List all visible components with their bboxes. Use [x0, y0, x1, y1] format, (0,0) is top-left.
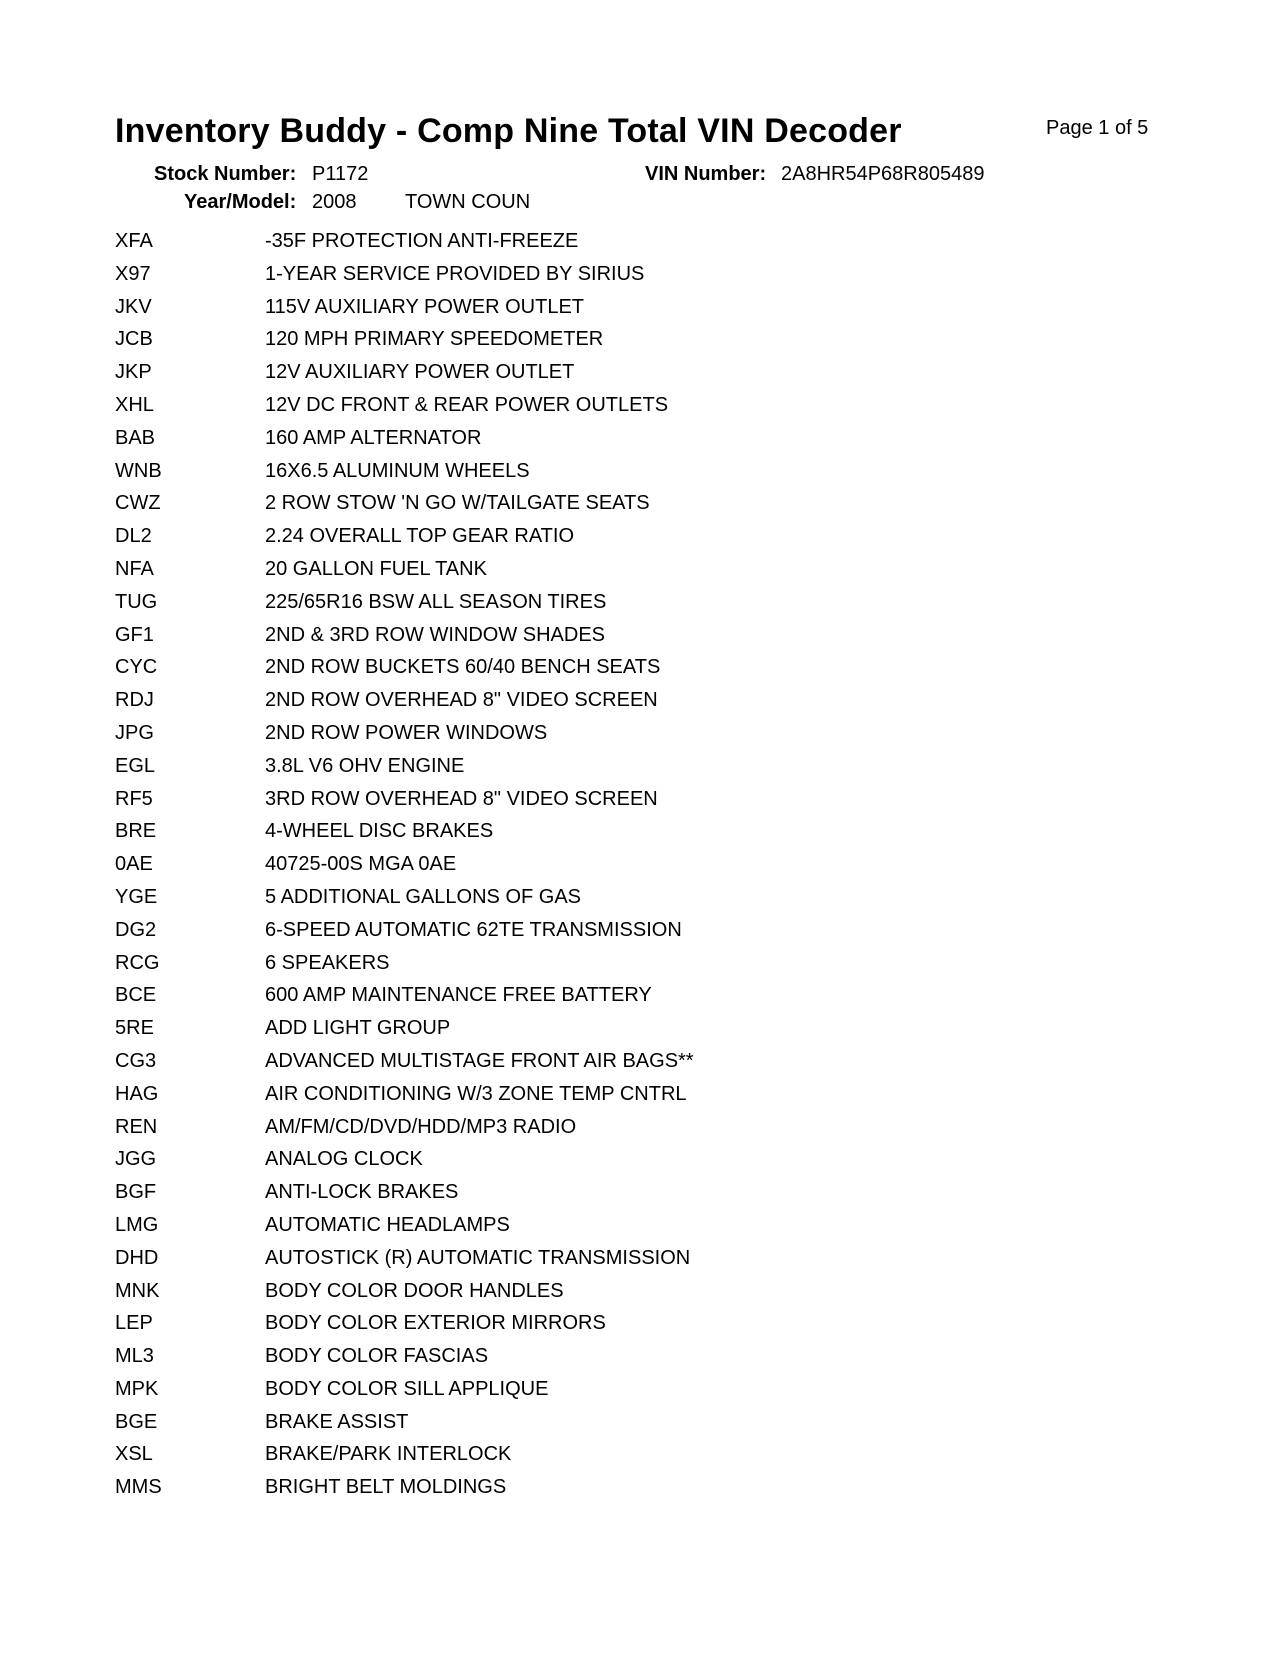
option-code: DL2: [115, 525, 152, 548]
option-code: WNB: [115, 459, 162, 482]
option-description: 120 MPH PRIMARY SPEEDOMETER: [265, 328, 604, 351]
option-code: XSL: [115, 1443, 153, 1466]
option-code: BGE: [115, 1410, 158, 1433]
option-row: [115, 558, 694, 591]
option-code: JGG: [115, 1148, 157, 1171]
option-code: JKV: [115, 295, 152, 318]
option-code: YGE: [115, 885, 158, 908]
option-description: AIR CONDITIONING W/3 ZONE TEMP CNTRL: [265, 1082, 687, 1105]
option-row: [115, 394, 694, 427]
option-row: [115, 263, 694, 296]
option-description: BRIGHT BELT MOLDINGS: [265, 1476, 507, 1499]
option-description: 16X6.5 ALUMINUM WHEELS: [265, 459, 530, 482]
option-row: [115, 1280, 694, 1313]
option-row: [115, 328, 694, 361]
option-row: [115, 755, 694, 788]
option-description: 20 GALLON FUEL TANK: [265, 557, 487, 580]
option-code: XHL: [115, 393, 154, 416]
option-row: [115, 361, 694, 394]
option-code: LMG: [115, 1213, 159, 1236]
option-code: CG3: [115, 1049, 157, 1072]
option-code: BGF: [115, 1181, 157, 1204]
option-code: MPK: [115, 1377, 159, 1400]
option-description: 2ND ROW BUCKETS 60/40 BENCH SEATS: [265, 656, 661, 679]
option-description: 40725-00S MGA 0AE: [265, 853, 457, 876]
option-description: 4-WHEEL DISC BRAKES: [265, 820, 494, 843]
option-description: 600 AMP MAINTENANCE FREE BATTERY: [265, 984, 652, 1007]
option-description: 2.24 OVERALL TOP GEAR RATIO: [265, 525, 575, 548]
option-code: JKP: [115, 361, 152, 384]
option-description: ADD LIGHT GROUP: [265, 1017, 451, 1040]
option-description: BODY COLOR DOOR HANDLES: [265, 1279, 564, 1302]
option-code: REN: [115, 1115, 158, 1138]
option-code: 0AE: [115, 853, 153, 876]
option-code: BAB: [115, 426, 156, 449]
option-row: [115, 296, 694, 329]
option-description: 225/65R16 BSW ALL SEASON TIRES: [265, 590, 607, 613]
option-row: [115, 591, 694, 624]
option-description: 1-YEAR SERVICE PROVIDED BY SIRIUS: [265, 262, 645, 285]
option-row: [115, 952, 694, 985]
option-row: [115, 1148, 694, 1181]
option-description: 2 ROW STOW 'N GO W/TAILGATE SEATS: [265, 492, 650, 515]
option-code-list: [115, 230, 694, 1509]
option-row: [115, 427, 694, 460]
option-description: 6 SPEAKERS: [265, 951, 390, 974]
option-description: 12V AUXILIARY POWER OUTLET: [265, 361, 575, 384]
option-row: [115, 1017, 694, 1050]
option-code: JCB: [115, 328, 153, 351]
option-code: 5RE: [115, 1017, 154, 1040]
option-row: [115, 1312, 694, 1345]
option-code: RDJ: [115, 689, 154, 712]
option-description: 2ND & 3RD ROW WINDOW SHADES: [265, 623, 606, 646]
document-title: Inventory Buddy - Comp Nine Total VIN Decoder: [115, 112, 902, 150]
option-description: ANALOG CLOCK: [265, 1148, 423, 1171]
option-description: 115V AUXILIARY POWER OUTLET: [265, 295, 585, 318]
option-code: NFA: [115, 557, 154, 580]
option-code: LEP: [115, 1312, 153, 1335]
option-code: BCE: [115, 984, 157, 1007]
option-description: ADVANCED MULTISTAGE FRONT AIR BAGS**: [265, 1049, 694, 1072]
option-description: -35F PROTECTION ANTI-FREEZE: [265, 230, 579, 252]
option-row: [115, 919, 694, 952]
option-code: JPG: [115, 721, 154, 744]
option-row: [115, 1476, 694, 1509]
option-row: [115, 689, 694, 722]
option-row: [115, 722, 694, 755]
year-value: 2008: [312, 191, 357, 213]
option-row: [115, 1247, 694, 1280]
option-code: HAG: [115, 1082, 159, 1105]
option-row: [115, 1214, 694, 1247]
option-description: BRAKE/PARK INTERLOCK: [265, 1443, 512, 1466]
option-description: 3RD ROW OVERHEAD 8" VIDEO SCREEN: [265, 787, 658, 810]
option-row: [115, 1411, 694, 1444]
option-row: [115, 624, 694, 657]
option-code: XFA: [115, 230, 153, 252]
option-code: GF1: [115, 623, 154, 646]
vin-number-value: 2A8HR54P68R805489: [781, 163, 985, 185]
option-row: [115, 1181, 694, 1214]
option-row: [115, 460, 694, 493]
option-description: 2ND ROW POWER WINDOWS: [265, 721, 548, 744]
option-code: CWZ: [115, 492, 161, 515]
option-description: 160 AMP ALTERNATOR: [265, 426, 482, 449]
option-row: [115, 656, 694, 689]
option-code: MNK: [115, 1279, 160, 1302]
option-row: [115, 788, 694, 821]
option-row: [115, 1083, 694, 1116]
option-code: MMS: [115, 1476, 162, 1499]
option-description: BODY COLOR EXTERIOR MIRRORS: [265, 1312, 606, 1335]
vin-number-label: VIN Number:: [645, 163, 767, 185]
option-row: [115, 1345, 694, 1378]
option-description: BRAKE ASSIST: [265, 1410, 409, 1433]
option-description: AM/FM/CD/DVD/HDD/MP3 RADIO: [265, 1115, 577, 1138]
option-code: RCG: [115, 951, 160, 974]
option-code: ML3: [115, 1345, 154, 1368]
option-code: X97: [115, 262, 151, 285]
option-row: [115, 853, 694, 886]
option-row: [115, 820, 694, 853]
option-description: AUTOSTICK (R) AUTOMATIC TRANSMISSION: [265, 1246, 691, 1269]
option-code: EGL: [115, 754, 156, 777]
option-description: 12V DC FRONT & REAR POWER OUTLETS: [265, 393, 669, 416]
option-row: [115, 886, 694, 919]
option-code: RF5: [115, 787, 153, 810]
option-description: 5 ADDITIONAL GALLONS OF GAS: [265, 885, 582, 908]
option-row: [115, 984, 694, 1017]
option-row: [115, 230, 694, 263]
stock-number-label: Stock Number:: [154, 163, 297, 185]
option-description: 3.8L V6 OHV ENGINE: [265, 754, 465, 777]
option-row: [115, 1378, 694, 1411]
option-code: BRE: [115, 820, 157, 843]
option-description: BODY COLOR SILL APPLIQUE: [265, 1377, 549, 1400]
option-row: [115, 492, 694, 525]
option-description: 6-SPEED AUTOMATIC 62TE TRANSMISSION: [265, 918, 682, 941]
option-description: AUTOMATIC HEADLAMPS: [265, 1213, 510, 1236]
option-row: [115, 525, 694, 558]
option-row: [115, 1443, 694, 1476]
option-code: TUG: [115, 590, 158, 613]
option-description: 2ND ROW OVERHEAD 8" VIDEO SCREEN: [265, 689, 658, 712]
option-code: DG2: [115, 918, 157, 941]
model-value: TOWN COUN: [405, 191, 531, 213]
option-description: BODY COLOR FASCIAS: [265, 1345, 489, 1368]
option-description: ANTI-LOCK BRAKES: [265, 1181, 459, 1204]
year-model-label: Year/Model:: [184, 191, 297, 213]
option-code: DHD: [115, 1246, 159, 1269]
stock-number-value: P1172: [312, 163, 369, 185]
page-indicator: Page 1 of 5: [1046, 117, 1149, 139]
option-code: CYC: [115, 656, 158, 679]
option-row: [115, 1050, 694, 1083]
option-row: [115, 1116, 694, 1149]
